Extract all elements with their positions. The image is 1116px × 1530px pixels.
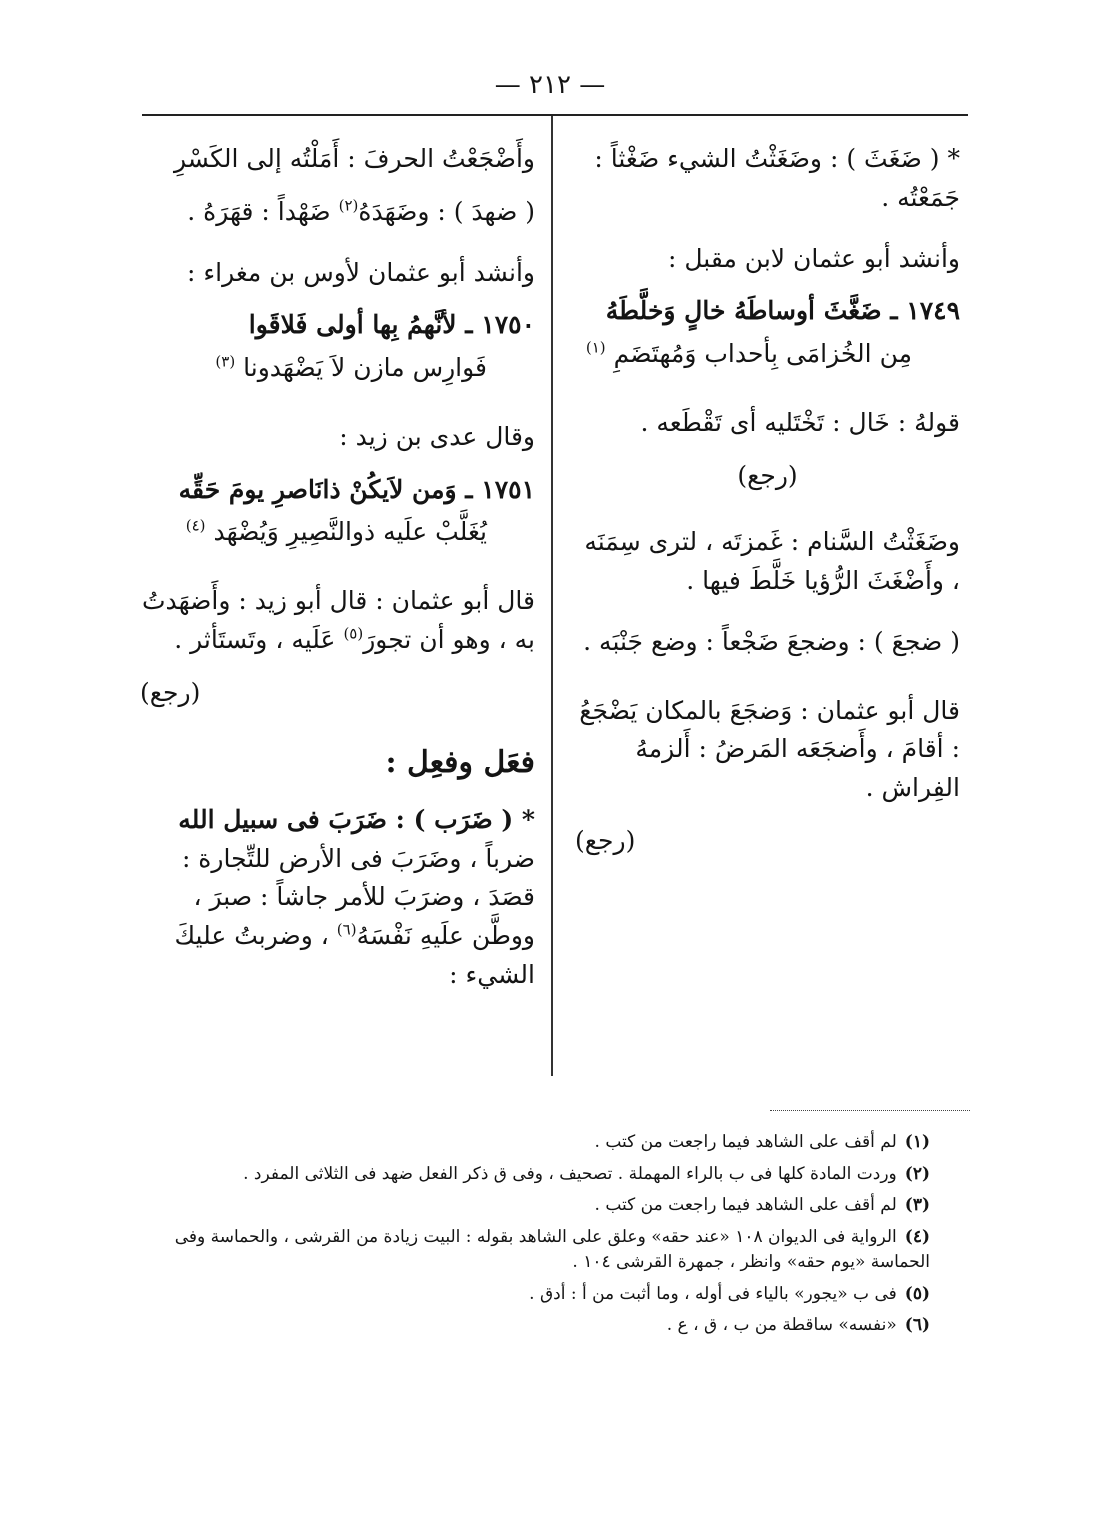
footnote xyxy=(150,1130,930,1156)
verse-1751-second-hemistich xyxy=(140,513,535,552)
footnote-number: (٤) xyxy=(904,1226,930,1247)
entry-daraba-head: * ( ضَرَب ) : ضَرَبَ فى سبيل الله xyxy=(178,804,535,834)
poet-attribution-ibn-muqbil: وأنشد أبو عثمان لابن مقبل : xyxy=(667,243,960,273)
entry-dahada-head: ( ضهدَ ) : وضَهَدَهُ xyxy=(358,196,535,226)
footnote-text: الرواية فى الديوان ١٠٨ «عند حقه» وعلق على الشاهد بقوله : البيت زيادة من القرشى ، والحماسة وفى الحماسة «يوم حقه» وانظر ، جمهرة القرشى ١٠٤ . xyxy=(174,1226,930,1272)
abu-zayd-text-tail: عَلَيه ، وتَستَأثر . xyxy=(174,624,336,654)
entry-daraba-text: ضرباً ، وضَرَبَ فى الأرض للتِّجارة : قصَدَ ، وضرَبَ للأمر جاشاً : صبرَ ، ووطَّن علَيهِ نَفْسَهُ xyxy=(181,843,535,950)
left-column xyxy=(140,140,535,1017)
footnote-ref-3: (٣) xyxy=(215,352,236,371)
footnote-number: (٣) xyxy=(904,1195,930,1215)
footnote-text: وردت المادة كلها فى ب بالراء المهملة . تصحيف ، وفى ق ذكر الفعل ضهد فى الثلاثى المفرد . xyxy=(243,1163,897,1184)
section-heading: فعَل وفعِل : xyxy=(385,745,535,781)
entry-dahada xyxy=(140,193,535,232)
return-marker: (رجع) xyxy=(575,825,636,855)
footnote-text: لم أقف على الشاهد فيما راجعت من كتب . xyxy=(594,1195,897,1215)
footnote-ref-5: (٥) xyxy=(343,624,364,643)
entry-daraba-body xyxy=(140,840,535,995)
footnote-ref-6: (٦) xyxy=(336,920,357,939)
footnote xyxy=(150,1225,930,1276)
entry-adjaatu-al-harf: وأَضْجَعْتُ الحرفَ : أَمَلْتُه إلى الكَسْرِ xyxy=(174,144,535,173)
page-number: — ٢١٢ — xyxy=(494,70,606,100)
footnote xyxy=(150,1282,930,1308)
footnote-rule xyxy=(770,1110,970,1111)
verse-1751-second-text: يُغَلَّبْ علَيه ذوالنَّصِيرِ وَيُضْهَد xyxy=(213,517,487,547)
poet-attribution-adi: وقال عدى بن زيد : xyxy=(339,421,535,451)
footnote xyxy=(150,1162,930,1188)
entry-daghathtu-al-sanam: وضَغَثْتُ السَّنام : غَمزتَه ، لترى سِمَنَه ، وأَضْغَثَ الرُّؤيا خَلَّطَ فيها . xyxy=(584,527,960,595)
entry-daghatha: * ( ضَغَثَ ) : وضَغَثْتُ الشيء ضَغْثاً : جَمَعْتُه . xyxy=(594,144,960,212)
abu-uthman-dajaa: قال أبو عثمان : وَضجَعَ بالمكان يَضْجَعُ : أقامَ ، وأَضجَعَه المَرضُ : أَلزمهُ الفِراش . xyxy=(579,695,960,802)
footnote-number: (٥) xyxy=(904,1283,930,1304)
verse-1751-first-hemistich: ١٧٥١ ـ وَمن لاَيكُنْ ذانَاصرِ يومَ حَقِّه xyxy=(178,474,535,504)
verse-1749-second-text: مِن الخُزامَى بِأحداب وَمُهتَضَمِ xyxy=(613,339,912,368)
right-column xyxy=(575,140,960,889)
verse-1749-second-hemistich xyxy=(575,335,960,374)
column-divider xyxy=(551,116,553,1076)
verse-1750-first-hemistich: ١٧٥٠ ـ لأنَّهمُ بِها أولى فَلاقَوا xyxy=(248,310,535,340)
entry-daraba-tail: ، وضربتُ عليكَ الشيء : xyxy=(174,921,535,989)
footnote-ref-4: (٤) xyxy=(185,516,206,535)
abu-zayd-text-head: قال أبو عثمان : قال أبو زيد : وأَضهَدتُ به ، وهو أن تجورَ xyxy=(142,586,535,654)
verse-1749-first-hemistich: ١٧٤٩ ـ ضَغَّثَ أوساطَهُ خالٍ وَخلَّطَهُ xyxy=(605,296,960,326)
footnote-text: فى ب «يجور» بالياء فى أوله ، وما أثبت من أ : أدق . xyxy=(529,1283,897,1304)
footnote-text: لم أقف على الشاهد فيما راجعت من كتب . xyxy=(594,1132,897,1152)
footnote xyxy=(150,1313,930,1339)
return-marker: (رجع) xyxy=(140,677,201,707)
verse-1750-second-hemistich xyxy=(140,349,535,388)
footnote-ref-1: (١) xyxy=(585,338,606,357)
verse-1750-second-text: فَوارِس مازن لاَ يَضْهَدونا xyxy=(243,353,487,382)
footnotes xyxy=(150,1130,930,1345)
entry-dajaa: ( ضجعَ ) : وضجعَ ضَجْعاً : وضع جَنْبَه . xyxy=(583,626,960,656)
poet-attribution-aws: وأنشد أبو عثمان لأوس بن مغراء : xyxy=(187,257,535,287)
abu-zayd-adhadtu xyxy=(140,582,535,660)
footnote-number: (٢) xyxy=(904,1163,930,1184)
footnote xyxy=(150,1193,930,1219)
return-marker: (رجع) xyxy=(737,460,798,490)
footnote-text: «نفسه» ساقطة من ب ، ق ، ع . xyxy=(666,1315,897,1335)
header-rule xyxy=(142,114,968,116)
footnote-ref-2: (٢) xyxy=(338,196,359,215)
footnote-number: (٦) xyxy=(904,1315,930,1335)
footnote-number: (١) xyxy=(904,1132,930,1152)
entry-dahada-tail: ضَهْداً : قهَرَهُ . xyxy=(187,196,331,226)
gloss-khal: قولهُ : خَال : تَخْتَليه أى تَقْطَعه . xyxy=(640,407,960,437)
